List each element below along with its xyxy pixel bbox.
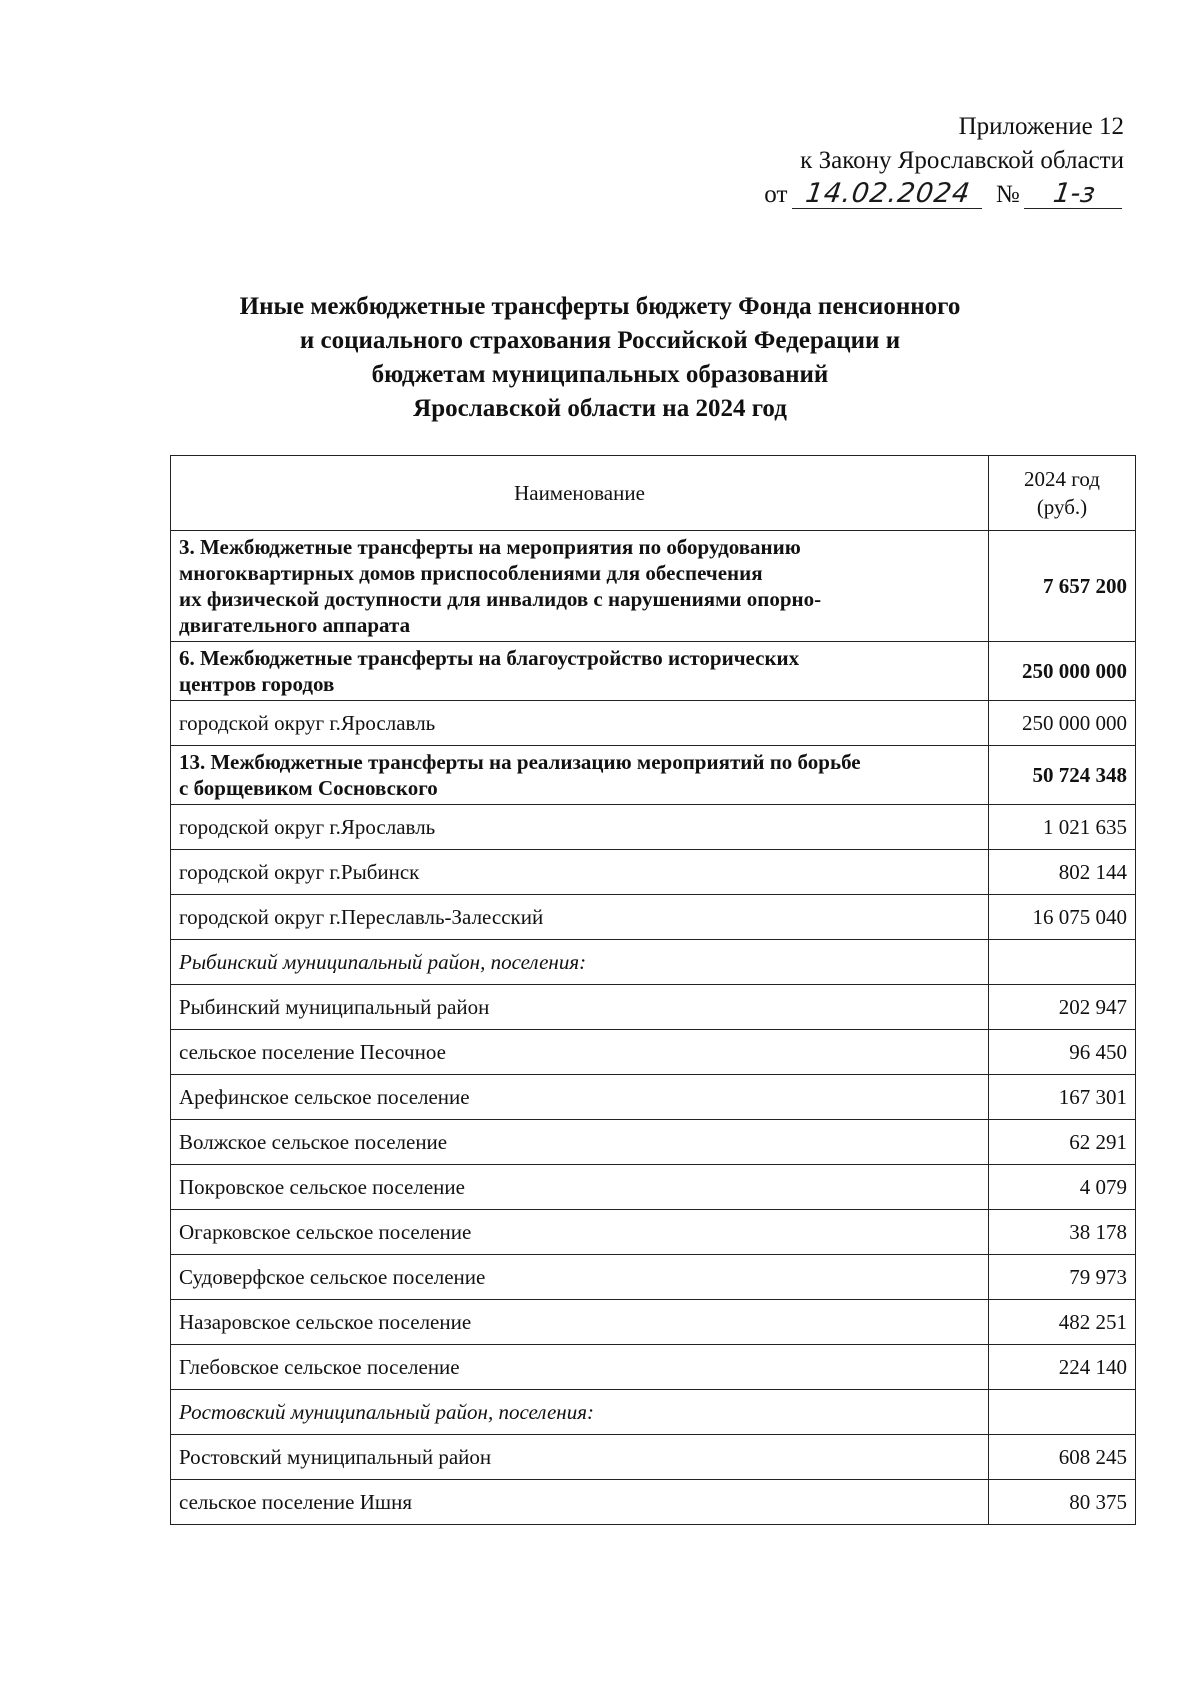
title-line-1: Иные межбюджетные трансферты бюджету Фонда пенсионного	[239, 293, 961, 320]
row-value: 250 000 000	[989, 642, 1136, 701]
table-row	[171, 1075, 1136, 1120]
row-name-line: 13. Межбюджетные трансферты на реализацию мероприятий по борьбе	[179, 750, 861, 774]
row-name-line: с борщевиком Сосновского	[179, 776, 438, 800]
row-value: 224 140	[989, 1345, 1136, 1390]
row-name: городской округ г.Ярославль	[171, 701, 989, 746]
row-name: городской округ г.Рыбинск	[171, 850, 989, 895]
row-name-line: центров городов	[179, 672, 335, 696]
table-row	[171, 1030, 1136, 1075]
table-row	[171, 1120, 1136, 1165]
row-name	[171, 746, 989, 805]
row-name: Назаровское сельское поселение	[171, 1300, 989, 1345]
row-value	[989, 940, 1136, 985]
table-row	[171, 1255, 1136, 1300]
table-row	[171, 1345, 1136, 1390]
row-name: городской округ г.Ярославль	[171, 805, 989, 850]
title-line-3: бюджетам муниципальных образований	[371, 361, 829, 388]
header-name: Наименование	[171, 456, 989, 531]
document-title	[160, 290, 1040, 426]
row-name: Покровское сельское поселение	[171, 1165, 989, 1210]
row-name-line: 3. Межбюджетные трансферты на мероприятия по оборудованию	[179, 535, 801, 559]
number-label: №	[995, 181, 1020, 208]
row-name-line: многоквартирных домов приспособлениями для обеспечения	[179, 561, 763, 585]
row-name-line: двигательного аппарата	[179, 613, 411, 637]
row-value: 250 000 000	[989, 701, 1136, 746]
table-row	[171, 895, 1136, 940]
table-header-row	[171, 456, 1136, 531]
row-value: 4 079	[989, 1165, 1136, 1210]
row-value: 79 973	[989, 1255, 1136, 1300]
row-name-line: их физической доступности для инвалидов с нарушениями опорно-	[179, 587, 822, 611]
table-row	[171, 1435, 1136, 1480]
table-row	[171, 805, 1136, 850]
row-name: Ростовский муниципальный район, поселения:	[171, 1390, 989, 1435]
row-value: 16 075 040	[989, 895, 1136, 940]
table-row	[171, 1210, 1136, 1255]
row-value: 167 301	[989, 1075, 1136, 1120]
row-name	[171, 642, 989, 701]
handwritten-date: 14.02.2024	[792, 180, 986, 209]
row-name: сельское поселение Ишня	[171, 1480, 989, 1525]
row-value	[989, 1390, 1136, 1435]
table-row	[171, 1480, 1136, 1525]
transfers-table	[170, 455, 1136, 1525]
title-line-4: Ярославской области на 2024 год	[413, 395, 787, 422]
row-name: городской округ г.Переславль-Залесский	[171, 895, 989, 940]
row-name: Глебовское сельское поселение	[171, 1345, 989, 1390]
row-name: Ростовский муниципальный район	[171, 1435, 989, 1480]
row-value: 482 251	[989, 1300, 1136, 1345]
section-row	[171, 531, 1136, 642]
row-name: Арефинское сельское поселение	[171, 1075, 989, 1120]
row-name: Рыбинский муниципальный район, поселения:	[171, 940, 989, 985]
row-value: 7 657 200	[989, 531, 1136, 642]
row-value: 62 291	[989, 1120, 1136, 1165]
from-label: от	[764, 181, 788, 208]
table-row	[171, 701, 1136, 746]
section-row	[171, 642, 1136, 701]
table-row	[171, 985, 1136, 1030]
row-value: 38 178	[989, 1210, 1136, 1255]
row-value: 50 724 348	[989, 746, 1136, 805]
row-value: 80 375	[989, 1480, 1136, 1525]
table-row	[171, 850, 1136, 895]
row-name: Огарковское сельское поселение	[171, 1210, 989, 1255]
table-row	[171, 1300, 1136, 1345]
row-value: 96 450	[989, 1030, 1136, 1075]
row-value: 1 021 635	[989, 805, 1136, 850]
handwritten-number: 1-з	[1024, 180, 1126, 209]
group-header-row	[171, 940, 1136, 985]
header-value	[989, 456, 1136, 531]
appendix-law-reference: к Закону Ярославской области	[800, 147, 1124, 174]
appendix-number: Приложение 12	[958, 113, 1124, 140]
row-value: 802 144	[989, 850, 1136, 895]
row-name: Судоверфское сельское поселение	[171, 1255, 989, 1300]
row-name: сельское поселение Песочное	[171, 1030, 989, 1075]
appendix-date-number-line	[644, 178, 1124, 212]
header-value-unit: (руб.)	[1036, 495, 1088, 519]
group-header-row	[171, 1390, 1136, 1435]
appendix-block	[644, 110, 1124, 212]
row-name	[171, 531, 989, 642]
row-name: Волжское сельское поселение	[171, 1120, 989, 1165]
row-value: 202 947	[989, 985, 1136, 1030]
section-row	[171, 746, 1136, 805]
table-body	[171, 531, 1136, 1525]
row-value: 608 245	[989, 1435, 1136, 1480]
row-name-line: 6. Межбюджетные трансферты на благоустройство исторических	[179, 646, 800, 670]
header-value-year: 2024 год	[1024, 467, 1100, 491]
row-name: Рыбинский муниципальный район	[171, 985, 989, 1030]
table-row	[171, 1165, 1136, 1210]
title-line-2: и социального страхования Российской Федерации и	[299, 327, 901, 354]
